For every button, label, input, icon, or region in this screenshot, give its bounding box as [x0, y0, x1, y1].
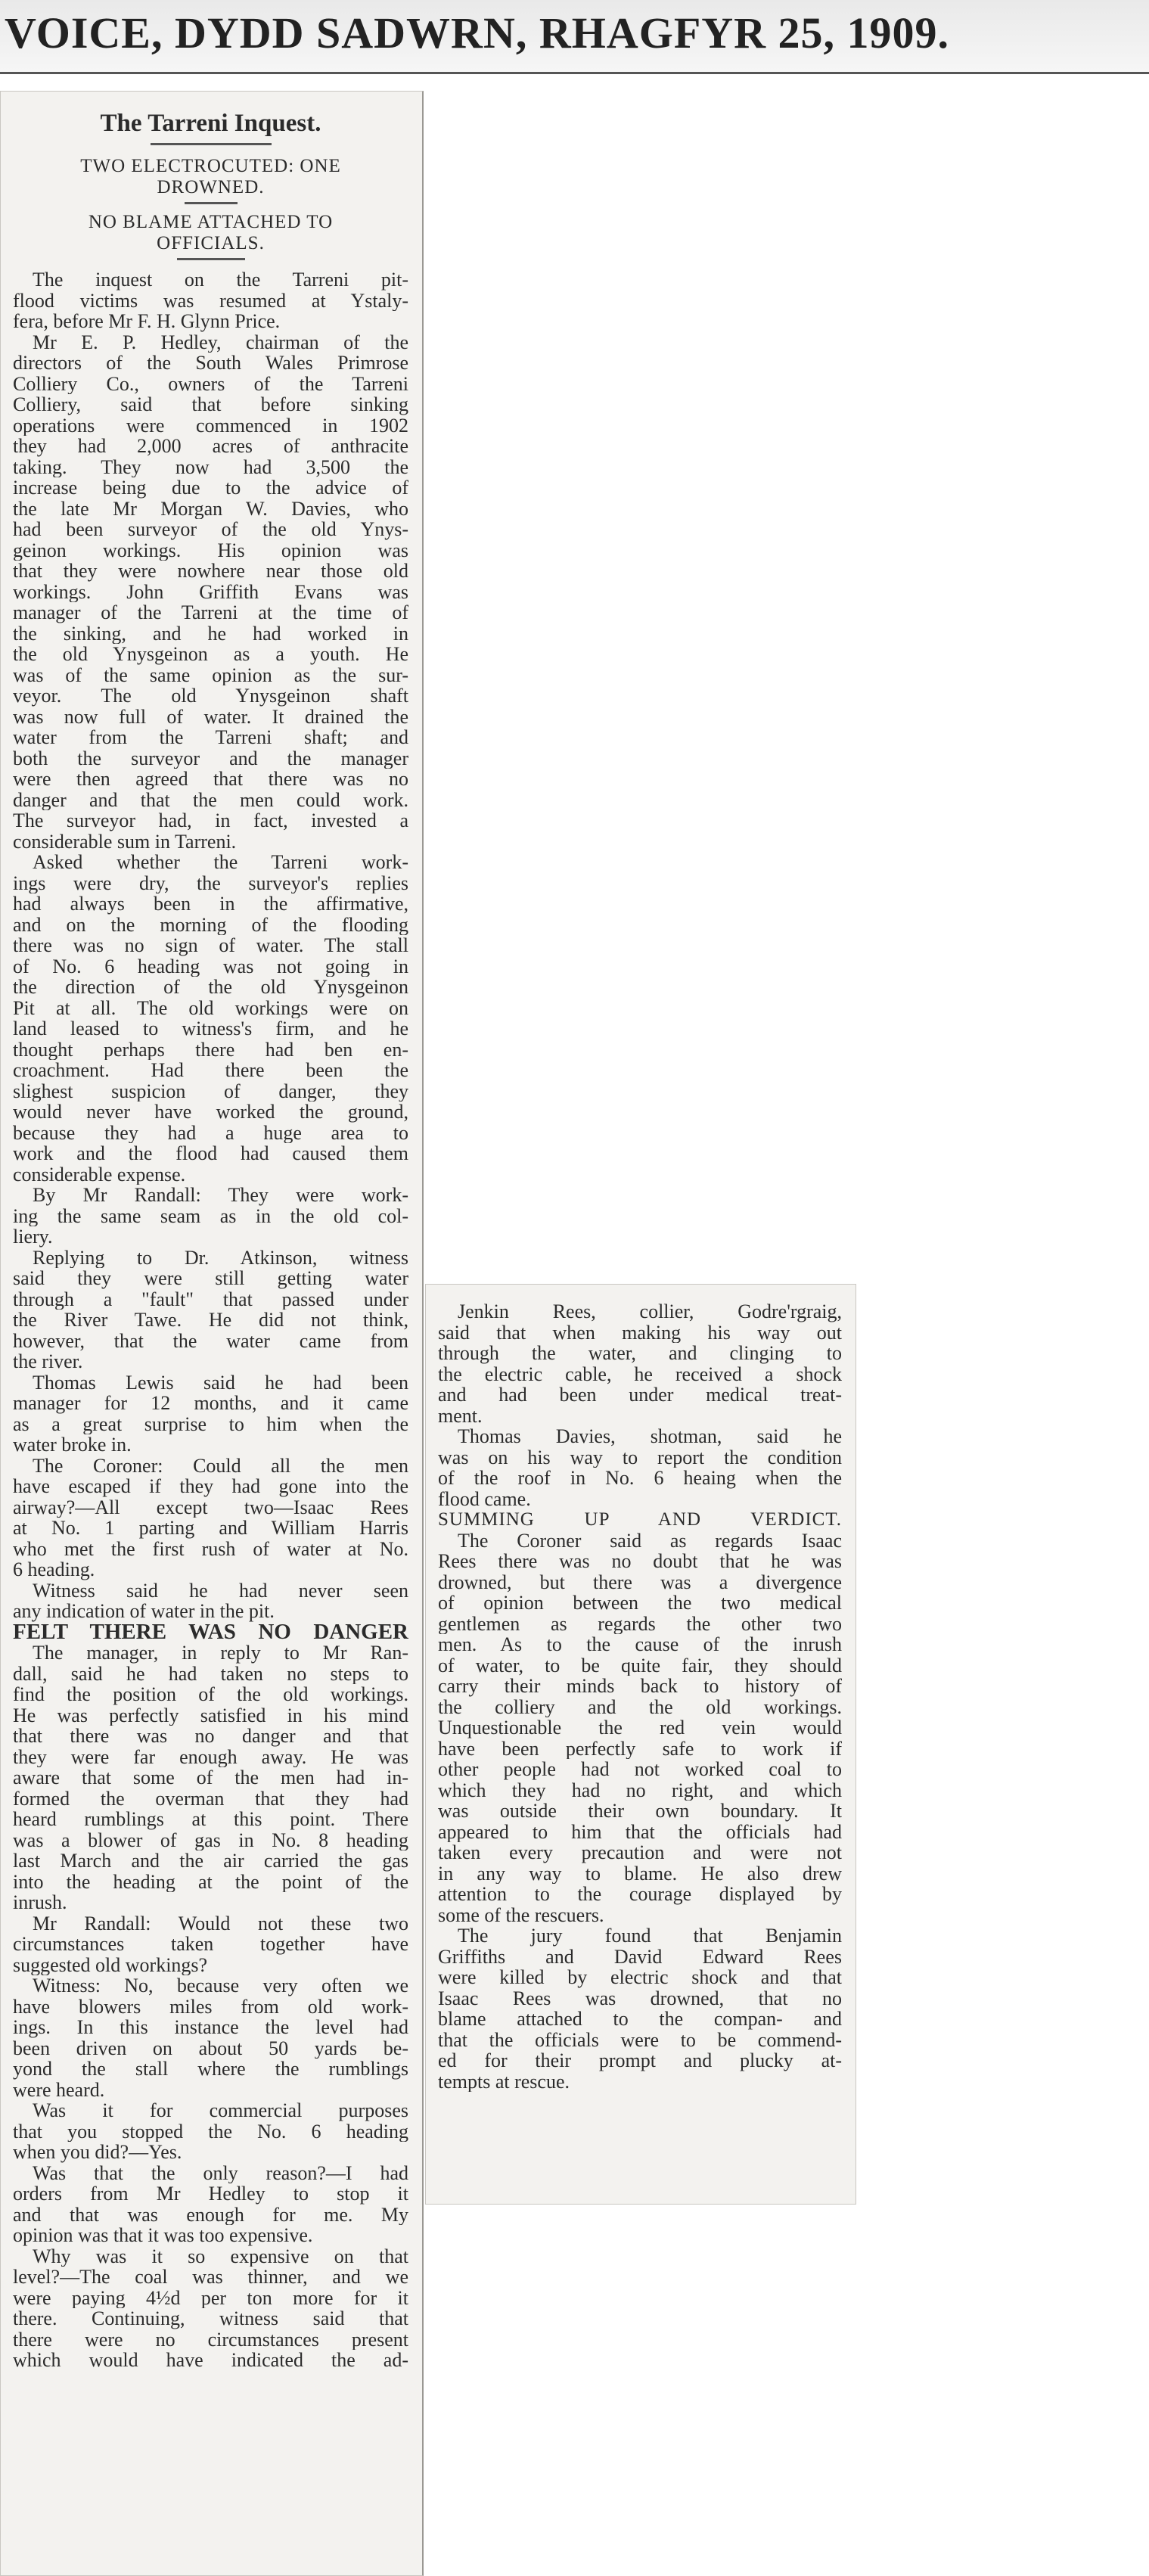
text-line: any indication of water in the pit. [13, 1601, 275, 1622]
subhead-rule [185, 202, 238, 204]
text-line: Thomas Lewis said he had been [33, 1372, 408, 1393]
text-line: appeared to him that the officials had [438, 1821, 842, 1842]
text-line: The manager, in reply to Mr Ran- [33, 1642, 408, 1664]
text-line: into the heading at the point of the [13, 1871, 408, 1892]
text-line: ings. In this instance the level had [13, 2017, 408, 2038]
text-line: and that was enough for me. My [13, 2204, 408, 2225]
text-line: taken every precaution and were not [438, 1842, 842, 1863]
text-line: the late Mr Morgan W. Davies, who [13, 498, 408, 519]
text-line: last March and the air carried the gas [13, 1850, 408, 1872]
text-line: Mr Randall: Would not these two [33, 1913, 408, 1934]
text-line: dall, said he had taken no steps to [13, 1663, 408, 1684]
text-line: circumstances taken together have [13, 1934, 408, 1955]
text-line: and on the morning of the flooding [13, 914, 408, 935]
text-line: as a great surprise to him when the [13, 1413, 408, 1434]
text-line: were heard. [13, 2079, 105, 2100]
text-line: there was no sign of water. The stall [13, 935, 408, 956]
text-line: airway?—All except two—Isaac Rees [13, 1496, 408, 1518]
text-line: Thomas Davies, shotman, said he [458, 1426, 842, 1447]
text-line: Why was it so expensive on that [33, 2245, 408, 2267]
text-line: that they were nowhere near those old [13, 561, 408, 582]
subhead-1-line-2: DROWNED. [157, 176, 265, 197]
text-line: workings. John Griffith Evans was [13, 581, 408, 602]
text-line: land leased to witness's firm, and he [13, 1018, 408, 1039]
text-line: water from the Tarreni shaft; and [13, 727, 408, 748]
text-line: been driven on about 50 yards be- [13, 2037, 408, 2059]
text-line: Unquestionable the red vein would [438, 1717, 842, 1739]
section-heading: SUMMING UP AND VERDICT. [438, 1509, 842, 1530]
text-line: heard rumblings at this point. There [13, 1809, 408, 1830]
text-line: the sinking, and he had worked in [13, 623, 408, 644]
text-line: have escaped if they had gone into the [13, 1476, 408, 1497]
text-line: and had been under medical treat- [438, 1384, 842, 1406]
text-line: flood came. [438, 1488, 531, 1509]
text-line: which would have indicated the ad- [13, 2350, 408, 2371]
text-line: Asked whether the Tarreni work- [33, 852, 408, 873]
text-line: the old Ynysgeinon as a youth. He [13, 644, 408, 665]
text-line: Griffiths and David Edward Rees [438, 1946, 842, 1967]
text-line: when you did?—Yes. [13, 2142, 182, 2163]
article-column-2 [425, 1284, 856, 2205]
text-line: which they had no right, and which [438, 1779, 842, 1801]
text-line: there. Continuing, witness said that [13, 2308, 408, 2329]
text-line: would never have worked the ground, [13, 1102, 408, 1123]
text-line: of No. 6 heading was not going in [13, 956, 408, 977]
text-line: find the position of the old workings. [13, 1684, 408, 1705]
text-line: the river. [13, 1351, 83, 1372]
article-title: The Tarreni Inquest. [100, 110, 321, 137]
text-line: Was that the only reason?—I had [33, 2162, 408, 2183]
text-line: taking. They now had 3,500 the [13, 456, 408, 477]
text-line: said they were still getting water [13, 1268, 408, 1289]
text-line: inrush. [13, 1892, 67, 1913]
text-line: the River Tawe. He did not think, [13, 1310, 408, 1331]
text-line: the electric cable, he received a shock [438, 1363, 842, 1384]
text-line: said that when making his way out [438, 1322, 842, 1343]
subhead-rule-2 [177, 258, 245, 260]
text-line: Rees there was no doubt that he was [438, 1551, 842, 1572]
text-line: work and the flood had caused them [13, 1143, 408, 1164]
text-line: orders from Mr Hedley to stop it [13, 2183, 408, 2205]
text-line: blame attached to the compan- and [438, 2009, 842, 2030]
text-line: that the officials were to be commend- [438, 2029, 842, 2050]
text-line: operations were commenced in 1902 [13, 415, 408, 436]
text-line: opinion was that it was too expensive. [13, 2225, 313, 2246]
text-line: Witness: No, because very often we [33, 1975, 408, 1996]
text-line: have blowers miles from old work- [13, 1996, 408, 2017]
text-line: however, that the water came from [13, 1330, 408, 1351]
text-line: Colliery Co., owners of the Tarreni [13, 373, 408, 394]
subhead-2-line-1: NO BLAME ATTACHED TO [88, 212, 334, 232]
text-line: through the water, and clinging to [438, 1343, 842, 1364]
text-line: that there was no danger and that [13, 1726, 408, 1747]
text-line: fera, before Mr F. H. Glynn Price. [13, 311, 281, 332]
text-line: Colliery, said that before sinking [13, 394, 408, 415]
text-line: flood victims was resumed at Ystaly- [13, 290, 408, 311]
text-line: Replying to Dr. Atkinson, witness [33, 1247, 408, 1268]
text-line: The jury found that Benjamin [458, 1925, 842, 1947]
text-line: ing the same seam as in the old col- [13, 1205, 408, 1226]
text-line: geinon workings. His opinion was [13, 539, 408, 561]
text-line: the direction of the old Ynysgeinon [13, 977, 408, 998]
text-line: had always been in the affirmative, [13, 893, 408, 915]
text-line: manager for 12 months, and it came [13, 1393, 408, 1414]
text-line: The inquest on the Tarreni pit- [33, 269, 408, 291]
text-line: considerable expense. [13, 1164, 186, 1185]
text-line: ed for their prompt and plucky at- [438, 2050, 842, 2071]
text-line: ings were dry, the surveyor's replies [13, 872, 408, 893]
text-line: By Mr Randall: They were work- [33, 1185, 408, 1206]
text-line: have been perfectly safe to work if [438, 1738, 842, 1759]
subhead-2-line-2: OFFICIALS. [157, 232, 265, 253]
text-line: thought perhaps there had ben en- [13, 1039, 408, 1060]
article-body-col1 [13, 269, 408, 2371]
text-line: other people had not worked coal to [438, 1759, 842, 1780]
text-line: because they had a huge area to [13, 1122, 408, 1143]
newspaper-masthead [0, 0, 1149, 74]
text-line: attention to the courage displayed by [438, 1884, 842, 1905]
text-line: both the surveyor and the manager [13, 747, 408, 769]
text-line: directors of the South Wales Primrose [13, 353, 408, 374]
text-line: they were far enough away. He was [13, 1746, 408, 1767]
text-line: considerable sum in Tarreni. [13, 831, 237, 852]
text-line: were then agreed that there was no [13, 769, 408, 790]
text-line: of water, to be quite fair, they should [438, 1655, 842, 1676]
text-line: Witness said he had never seen [33, 1580, 408, 1601]
text-line: was on his way to report the condition [438, 1446, 842, 1468]
text-line: Mr E. P. Hedley, chairman of the [33, 331, 408, 353]
text-line: was a blower of gas in No. 8 heading [13, 1829, 408, 1850]
text-line: Jenkin Rees, collier, Godre'rgraig, [458, 1301, 842, 1322]
text-line: tempts at rescue. [438, 2071, 570, 2092]
text-line: of the roof in No. 6 heaing when the [438, 1468, 842, 1489]
text-line: was outside their own boundary. It [438, 1801, 842, 1822]
text-line: The surveyor had, in fact, invested a [13, 810, 408, 831]
text-line: were killed by electric shock and that [438, 1967, 842, 1988]
text-line: had been surveyor of the old Ynys- [13, 519, 408, 540]
text-line: gentlemen as regards the other two [438, 1613, 842, 1634]
text-line: formed the overman that they had [13, 1788, 408, 1809]
text-line: 6 heading. [13, 1559, 95, 1580]
text-line: in any way to blame. He also drew [438, 1863, 842, 1884]
text-line: increase being due to the advice of [13, 477, 408, 499]
article-body-col2 [438, 1301, 842, 2092]
article-column-1 [0, 91, 424, 2576]
text-line: The Coroner said as regards Isaac [458, 1530, 842, 1551]
text-line: water broke in. [13, 1434, 132, 1456]
text-line: danger and that the men could work. [13, 789, 408, 810]
title-rule [151, 143, 272, 145]
section-heading: FELT THERE WAS NO DANGER [13, 1621, 408, 1642]
text-line: liery. [13, 1226, 53, 1248]
text-line: croachment. Had there been the [13, 1060, 408, 1081]
text-line: ment. [438, 1405, 483, 1426]
subhead-1-line-1: TWO ELECTROCUTED: ONE [80, 156, 341, 176]
text-line: Pit at all. The old workings were on [13, 997, 408, 1018]
text-line: men. As to the cause of the inrush [438, 1634, 842, 1655]
text-line: drowned, but there was a divergence [438, 1571, 842, 1593]
text-line: slighest suspicion of danger, they [13, 1080, 408, 1102]
text-line: veyor. The old Ynysgeinon shaft [13, 685, 408, 707]
text-line: who met the first rush of water at No. [13, 1538, 408, 1559]
text-line: there were no circumstances present [13, 2329, 408, 2350]
text-line: The Coroner: Could all the men [33, 1455, 408, 1476]
text-line: was of the same opinion as the sur- [13, 664, 408, 685]
text-line: aware that some of the men had in- [13, 1767, 408, 1788]
text-line: He was perfectly satisfied in his mind [13, 1704, 408, 1726]
text-line: Isaac Rees was drowned, that no [438, 1987, 842, 2009]
text-line: they had 2,000 acres of anthracite [13, 436, 408, 457]
text-line: of opinion between the two medical [438, 1593, 842, 1614]
text-line: carry their minds back to history of [438, 1676, 842, 1697]
text-line: were paying 4½d per ton more for it [13, 2287, 408, 2308]
text-line: some of the rescuers. [438, 1904, 604, 1925]
masthead-title: VOICE, DYDD SADWRN, RHAGFYR 25, 1909. [5, 8, 950, 57]
text-line: suggested old workings? [13, 1954, 208, 1975]
text-line: Was it for commercial purposes [33, 2100, 408, 2121]
text-line: level?—The coal was thinner, and we [13, 2267, 408, 2288]
text-line: was now full of water. It drained the [13, 706, 408, 727]
text-line: manager of the Tarreni at the time of [13, 602, 408, 623]
text-line: that you stopped the No. 6 heading [13, 2121, 408, 2142]
text-line: yond the stall where the rumblings [13, 2059, 408, 2080]
text-line: the colliery and the old workings. [438, 1696, 842, 1717]
text-line: through a "fault" that passed under [13, 1288, 408, 1310]
text-line: at No. 1 parting and William Harris [13, 1518, 408, 1539]
